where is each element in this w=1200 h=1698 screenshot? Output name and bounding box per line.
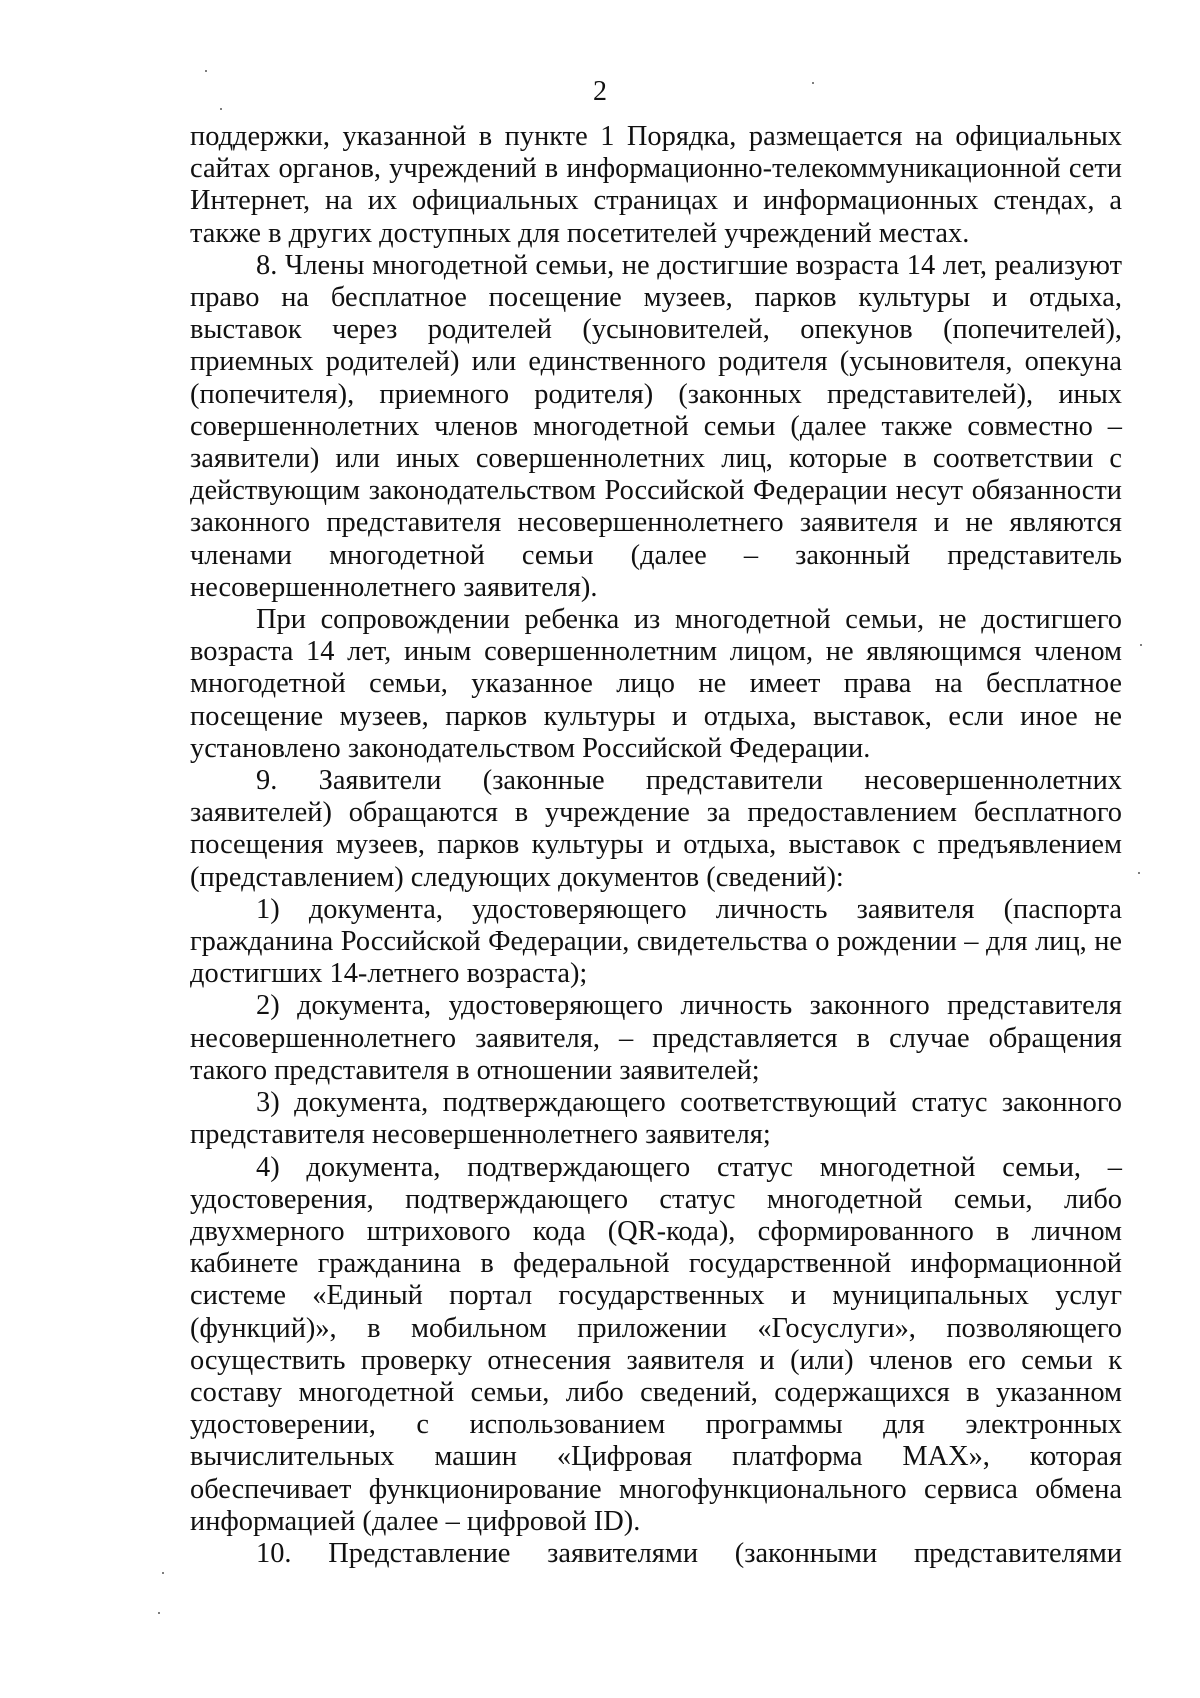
list-item-3: 3) документа, подтверждающего соответствующий статус законного представителя несовершеннолетнего заявителя; xyxy=(190,1087,1122,1151)
list-item-1: 1) документа, удостоверяющего личность заявителя (паспорта гражданина Российской Федерации, свидетельства о рождении – для лиц, не достигших 14-летнего возраста); xyxy=(190,893,1122,990)
paragraph-continuation: поддержки, указанной в пункте 1 Порядка, размещается на официальных сайтах органов, учреждений в информационно-телекоммуникационной сети Интернет, на их официальных страницах и информационных стендах, а также в других доступных для посетителей учреждений местах. xyxy=(190,121,1122,249)
scan-speck xyxy=(205,70,207,72)
scan-speck xyxy=(1138,872,1140,874)
scan-speck xyxy=(812,82,814,84)
scan-speck xyxy=(1140,644,1142,646)
list-item-2: 2) документа, удостоверяющего личность законного представителя несовершеннолетнего заявителя, – представляется в случае обращения такого представителя в отношении заявителей; xyxy=(190,990,1122,1086)
paragraph-item-9: 9. Заявители (законные представители несовершеннолетних заявителей) обращаются в учреждение за предоставлением бесплатного посещения музеев, парков культуры и отдыха, выставок с предъявлением (представлением) следующих документов (сведений): xyxy=(190,765,1122,893)
document-body xyxy=(190,121,1122,1570)
page-number: 2 xyxy=(593,76,607,107)
paragraph-item-8: 8. Члены многодетной семьи, не достигшие возраста 14 лет, реализуют право на бесплатное посещение музеев, парков культуры и отдыха, выставок через родителей (усыновителей, опекунов (попечителей), приемных родителей) или единственного родителя (усыновителя, опекуна (попечителя), приемного родителя) (законных представителей), иных совершеннолетних членов многодетной семьи (далее также совместно – заявители) или иных совершеннолетних лиц, которые в соответствии с действующим законодательством Российской Федерации несут обязанности законного представителя несовершеннолетнего заявителя и не являются членами многодетной семьи (далее – законный представитель несовершеннолетнего заявителя). xyxy=(190,249,1122,603)
scan-speck xyxy=(220,108,222,110)
list-item-4: 4) документа, подтверждающего статус многодетной семьи, – удостоверения, подтверждающего статус многодетной семьи, либо двухмерного штрихового кода (QR-кода), сформированного в личном кабинете гражданина в федеральной государственной информационной системе «Единый портал государственных и муниципальных услуг (функций)», в мобильном приложении «Госуслуги», позволяющего осуществить проверку отнесения заявителя и (или) членов его семьи к составу многодетной семьи, либо сведений, содержащихся в указанном удостоверении, с использованием программы для электронных вычислительных машин «Цифровая платформа MAX», которая обеспечивает функционирование многофункционального сервиса обмена информацией (далее – цифровой ID). xyxy=(190,1151,1122,1537)
paragraph-item-10: 10. Представление заявителями (законными представителями xyxy=(256,1537,1122,1569)
paragraph-escort-note: При сопровождении ребенка из многодетной семьи, не достигшего возраста 14 лет, иным совершеннолетним лицом, не являющимся членом многодетной семьи, указанное лицо не имеет права на бесплатное посещение музеев, парков культуры и отдыха, выставок, если иное не установлено законодательством Российской Федерации. xyxy=(190,604,1122,764)
scan-speck xyxy=(162,1572,164,1574)
scan-speck xyxy=(158,1612,160,1614)
